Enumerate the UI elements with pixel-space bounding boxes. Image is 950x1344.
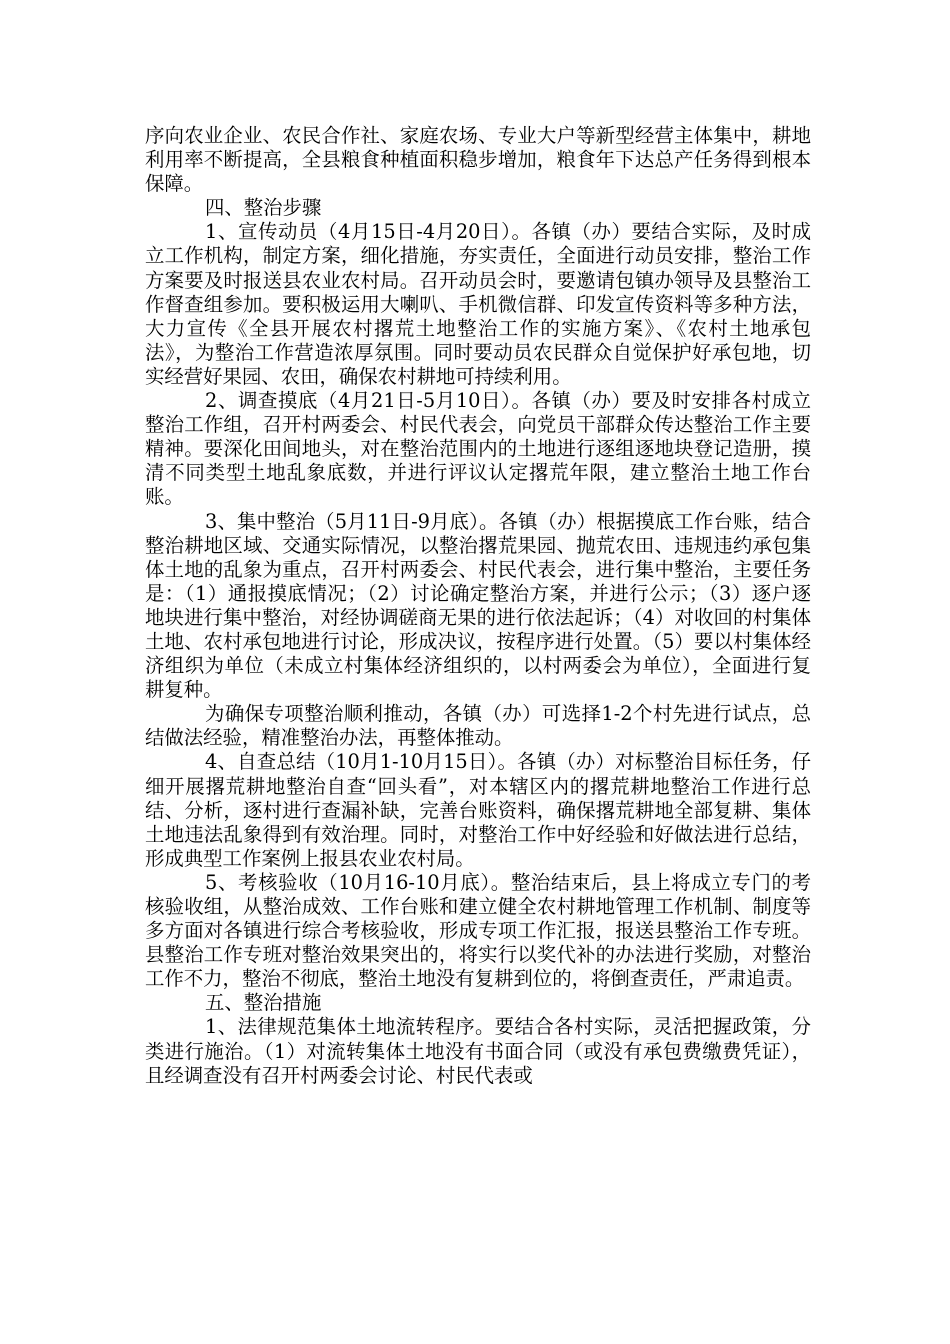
paragraph-continuation: 序向农业企业、农民合作社、家庭农场、专业大户等新型经营主体集中，耕地利用率不断提高，全县粮食种植面积稳步增加，粮食年下达总产任务得到根本保障。	[145, 124, 811, 196]
document-body	[145, 124, 811, 1088]
paragraph-step-4: 4、自查总结（10月1-10月15日）。各镇（办）对标整治目标任务，仔细开展撂荒耕地整治自查“回头看”，对本辖区内的撂荒耕地整治工作进行总结、分析，逐村进行查漏补缺，完善台账资料，确保撂荒耕地全部复耕、集体土地违法乱象得到有效治理。同时，对整治工作中好经验和好做法进行总结，形成典型工作案例上报县农业农村局。	[145, 750, 811, 870]
section-heading-measures: 五、整治措施	[205, 991, 322, 1015]
paragraph-step-1: 1、宣传动员（4月15日-4月20日）。各镇（办）要结合实际，及时成立工作机构，制定方案，细化措施，夯实责任，全面进行动员安排，整治工作方案要及时报送县农业农村局。召开动员会时，要邀请包镇办领导及县整治工作督查组参加。要积极运用大喇叭、手机微信群、印发宣传资料等多种方法，大力宣传《全县开展农村撂荒土地整治工作的实施方案》、《农村土地承包法》，为整治工作营造浓厚氛围。同时要动员农民群众自觉保护好承包地，切实经营好果园、农田，确保农村耕地可持续利用。	[145, 220, 811, 388]
paragraph-step-5: 5、考核验收（10月16-10月底）。整治结束后，县上将成立专门的考核验收组，从整治成效、工作台账和建立健全农村耕地管理工作机制、制度等多方面对各镇进行综合考核验收，形成专项工作汇报，报送县整治工作专班。县整治工作专班对整治效果突出的，将实行以奖代补的办法进行奖励，对整治工作不力，整治不彻底，整治土地没有复耕到位的，将倒查责任，严肃追责。	[145, 870, 811, 991]
paragraph-step-2: 2、调查摸底（4月21日-5月10日）。各镇（办）要及时安排各村成立整治工作组，召开村两委会、村民代表会，向党员干部群众传达整治工作主要精神。要深化田间地头，对在整治范围内的土地进行逐组逐地块登记造册，摸清不同类型土地乱象底数，并进行评议认定撂荒年限，建立整治土地工作台账。	[145, 389, 811, 509]
paragraph-step-3: 3、集中整治（5月11日-9月底）。各镇（办）根据摸底工作台账，结合整治耕地区域、交通实际情况，以整治撂荒果园、抛荒农田、违规违约承包集体土地的乱象为重点，召开村两委会、村民代表会，进行集中整治，主要任务是：（1）通报摸底情况；（2）讨论确定整治方案，并进行公示；（3）逐户逐地块进行集中整治，对经协调磋商无果的进行依法起诉；（4）对收回的村集体土地、农村承包地进行讨论，形成决议，按程序进行处置。（5）要以村集体经济组织为单位（未成立村集体经济组织的，以村两委会为单位），全面进行复耕复种。	[145, 509, 811, 702]
paragraph-measure-1: 1、法律规范集体土地流转程序。要结合各村实际，灵活把握政策，分类进行施治。（1）对流转集体土地没有书面合同（或没有承包费缴费凭证），且经调查没有召开村两委会讨论、村民代表或	[145, 1015, 811, 1087]
paragraph-pilot-note: 为确保专项整治顺利推动，各镇（办）可选择1-2个村先进行试点，总结做法经验，精准整治办法，再整体推动。	[145, 702, 811, 750]
section-heading-steps: 四、整治步骤	[205, 196, 322, 220]
